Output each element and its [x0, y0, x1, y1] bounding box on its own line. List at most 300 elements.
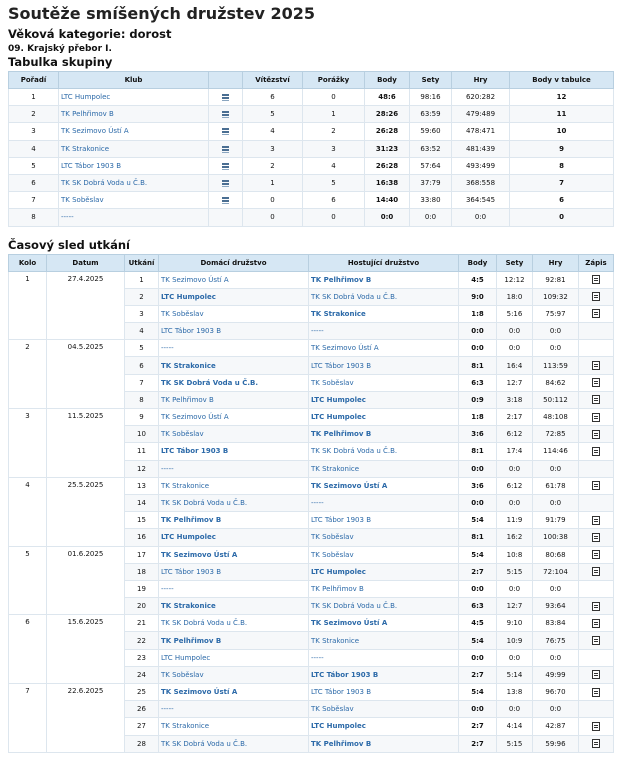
match-games: 84:62	[533, 374, 579, 391]
roster-cell	[209, 89, 243, 106]
match-number: 12	[125, 460, 159, 477]
col-header-table-points: Body v tabulce	[510, 72, 614, 89]
match-report-icon[interactable]	[592, 636, 600, 645]
home-team-link[interactable]: TK Pelhřimov B	[161, 516, 222, 525]
match-games: 0:0	[533, 323, 579, 340]
match-points: 9:0	[459, 288, 497, 305]
match-number: 2	[125, 288, 159, 305]
standing-points: 31:23	[365, 140, 410, 157]
match-report-icon[interactable]	[592, 447, 600, 456]
away-team-link[interactable]: TK Strakonice	[311, 636, 360, 645]
match-sets: 0:0	[497, 649, 533, 666]
match-number: 14	[125, 494, 159, 511]
home-team-cell	[159, 288, 309, 305]
home-team-link[interactable]: LTC Tábor 1903 B	[161, 567, 221, 576]
roster-cell	[209, 209, 243, 226]
col-header-report: Zápis	[579, 254, 614, 271]
away-team-link[interactable]: TK Pelhřimov B	[311, 739, 372, 748]
home-team-cell	[159, 666, 309, 683]
match-sets: 11:9	[497, 512, 533, 529]
match-report-icon[interactable]	[592, 516, 600, 525]
standing-wins: 2	[243, 157, 303, 174]
round-number: 2	[9, 340, 47, 409]
away-team-cell	[309, 598, 459, 615]
home-team-cell	[159, 323, 309, 340]
report-cell	[579, 512, 614, 529]
standing-wins: 3	[243, 140, 303, 157]
report-cell	[579, 288, 614, 305]
match-number: 5	[125, 340, 159, 357]
match-games: 93:64	[533, 598, 579, 615]
match-points: 0:0	[459, 580, 497, 597]
standing-sets: 57:64	[410, 157, 452, 174]
standing-position: 8	[9, 209, 59, 226]
match-points: 3:6	[459, 426, 497, 443]
team-roster-icon[interactable]	[221, 110, 230, 118]
match-points: 0:0	[459, 494, 497, 511]
away-team-cell	[309, 340, 459, 357]
away-team-link[interactable]: TK SK Dobrá Voda u Č.B.	[311, 292, 398, 301]
report-cell	[579, 684, 614, 701]
away-team-cell	[309, 271, 459, 288]
col-header-club: Klub	[59, 72, 209, 89]
report-cell	[579, 598, 614, 615]
match-games: 92:81	[533, 271, 579, 288]
club-link[interactable]: TK Sezimovo Ústí A	[61, 127, 129, 136]
report-cell	[579, 632, 614, 649]
match-report-icon[interactable]	[592, 739, 600, 748]
away-team-link[interactable]: TK Soběslav	[311, 533, 354, 542]
match-report-icon[interactable]	[592, 275, 600, 284]
home-team-cell	[159, 409, 309, 426]
standings-row	[9, 174, 614, 191]
home-team-link[interactable]: TK SK Dobrá Voda u Č.B.	[161, 739, 248, 748]
standing-losses: 6	[303, 192, 365, 209]
match-report-icon[interactable]	[592, 722, 600, 731]
match-report-icon[interactable]	[592, 395, 600, 404]
standing-losses: 0	[303, 209, 365, 226]
team-roster-icon[interactable]	[221, 162, 230, 170]
home-team-link: -----	[161, 344, 174, 353]
match-points: 8:1	[459, 529, 497, 546]
home-team-link[interactable]: LTC Humpolec	[161, 533, 216, 542]
home-team-cell	[159, 546, 309, 563]
match-report-icon[interactable]	[592, 481, 600, 490]
match-games: 61:78	[533, 477, 579, 494]
away-team-link[interactable]: TK Pelhřimov B	[311, 430, 372, 439]
match-report-icon[interactable]	[592, 619, 600, 628]
match-number: 16	[125, 529, 159, 546]
away-team-cell	[309, 546, 459, 563]
standing-club-cell	[59, 89, 209, 106]
club-link[interactable]: -----	[61, 213, 74, 222]
club-link[interactable]: TK Pelhřimov B	[61, 110, 114, 119]
home-team-cell	[159, 649, 309, 666]
match-report-icon[interactable]	[592, 688, 600, 697]
match-points: 0:0	[459, 340, 497, 357]
col-header-games: Hry	[452, 72, 510, 89]
standing-losses: 3	[303, 140, 365, 157]
home-team-link[interactable]: TK Sezimovo Ústí A	[161, 550, 238, 559]
match-games: 50:112	[533, 391, 579, 408]
home-team-link[interactable]: TK SK Dobrá Voda u Č.B.	[161, 619, 248, 628]
match-number: 4	[125, 323, 159, 340]
match-number: 15	[125, 512, 159, 529]
away-team-link[interactable]: TK Sezimovo Ústí A	[311, 344, 379, 353]
col-header-match: Utkání	[125, 254, 159, 271]
match-number: 24	[125, 666, 159, 683]
standing-losses: 1	[303, 106, 365, 123]
away-team-link[interactable]: TK Pelhřimov B	[311, 584, 364, 593]
round-number: 7	[9, 684, 47, 753]
home-team-link[interactable]: TK Soběslav	[161, 309, 204, 318]
standing-losses: 5	[303, 174, 365, 191]
roster-cell	[209, 157, 243, 174]
league-name: 09. Krajský přebor I.	[8, 44, 112, 54]
page-content	[8, 4, 613, 753]
club-link[interactable]: TK Strakonice	[61, 144, 110, 153]
home-team-link[interactable]: LTC Tábor 1903 B	[161, 447, 229, 456]
match-report-icon[interactable]	[592, 430, 600, 439]
match-points: 2:7	[459, 666, 497, 683]
standing-points: 26:28	[365, 123, 410, 140]
away-team-cell	[309, 684, 459, 701]
report-cell	[579, 649, 614, 666]
match-row	[9, 340, 614, 357]
away-team-cell	[309, 305, 459, 322]
home-team-cell	[159, 701, 309, 718]
report-cell	[579, 563, 614, 580]
home-team-link[interactable]: TK Pelhřimov B	[161, 636, 222, 645]
standing-games: 368:558	[452, 174, 510, 191]
home-team-link[interactable]: TK Strakonice	[161, 481, 210, 490]
col-header-match-sets: Sety	[497, 254, 533, 271]
team-roster-icon[interactable]	[221, 93, 230, 101]
team-roster-icon[interactable]	[221, 196, 230, 204]
standing-sets: 0:0	[410, 209, 452, 226]
club-link[interactable]: LTC Humpolec	[61, 93, 111, 102]
away-team-link[interactable]: LTC Humpolec	[311, 567, 366, 576]
home-team-link[interactable]: TK Strakonice	[161, 361, 216, 370]
match-sets: 5:16	[497, 305, 533, 322]
home-team-cell	[159, 477, 309, 494]
away-team-link[interactable]: TK SK Dobrá Voda u Č.B.	[311, 602, 398, 611]
round-date: 11.5.2025	[47, 409, 125, 478]
away-team-link[interactable]: TK SK Dobrá Voda u Č.B.	[311, 447, 398, 456]
match-sets: 16:4	[497, 357, 533, 374]
report-cell	[579, 718, 614, 735]
standing-wins: 5	[243, 106, 303, 123]
home-team-cell	[159, 494, 309, 511]
schedule-body	[9, 271, 614, 752]
away-team-cell	[309, 649, 459, 666]
standing-wins: 0	[243, 209, 303, 226]
away-team-link[interactable]: LTC Humpolec	[311, 395, 366, 404]
standing-table-points: 0	[510, 209, 614, 226]
standings-row	[9, 192, 614, 209]
match-sets: 3:18	[497, 391, 533, 408]
match-points: 0:0	[459, 649, 497, 666]
away-team-link[interactable]: LTC Tábor 1903 B	[311, 516, 371, 525]
match-report-icon[interactable]	[592, 550, 600, 559]
home-team-cell	[159, 684, 309, 701]
match-sets: 6:12	[497, 426, 533, 443]
match-report-icon[interactable]	[592, 361, 600, 370]
home-team-link: -----	[161, 705, 174, 714]
match-points: 0:0	[459, 460, 497, 477]
round-date: 15.6.2025	[47, 615, 125, 684]
match-row	[9, 271, 614, 288]
match-points: 8:1	[459, 443, 497, 460]
page-title: Soutěže smíšených družstev 2025	[8, 4, 316, 23]
match-points: 5:4	[459, 512, 497, 529]
col-header-losses: Porážky	[303, 72, 365, 89]
match-sets: 13:8	[497, 684, 533, 701]
home-team-link[interactable]: LTC Tábor 1903 B	[161, 327, 221, 336]
standing-table-points: 8	[510, 157, 614, 174]
report-cell	[579, 357, 614, 374]
report-cell	[579, 271, 614, 288]
match-report-icon[interactable]	[592, 533, 600, 542]
match-points: 8:1	[459, 357, 497, 374]
match-sets: 2:17	[497, 409, 533, 426]
col-header-match-points: Body	[459, 254, 497, 271]
match-games: 72:85	[533, 426, 579, 443]
report-cell	[579, 701, 614, 718]
home-team-link[interactable]: TK Sezimovo Ústí A	[161, 275, 229, 284]
standings-row	[9, 106, 614, 123]
standing-club-cell	[59, 174, 209, 191]
away-team-cell	[309, 477, 459, 494]
match-sets: 12:7	[497, 374, 533, 391]
match-points: 5:4	[459, 632, 497, 649]
match-points: 2:7	[459, 563, 497, 580]
age-category: Věková kategorie: dorost	[8, 27, 172, 41]
col-header-home-team: Domácí družstvo	[159, 254, 309, 271]
standing-table-points: 6	[510, 192, 614, 209]
home-team-cell	[159, 443, 309, 460]
roster-cell	[209, 106, 243, 123]
standing-position: 4	[9, 140, 59, 157]
match-games: 80:68	[533, 546, 579, 563]
standing-games: 481:439	[452, 140, 510, 157]
schedule-heading: Časový sled utkání	[8, 237, 130, 252]
away-team-cell	[309, 701, 459, 718]
club-link[interactable]: TK SK Dobrá Voda u Č.B.	[61, 179, 148, 188]
roster-cell	[209, 192, 243, 209]
away-team-link[interactable]: TK Strakonice	[311, 309, 366, 318]
away-team-link[interactable]: TK Sezimovo Ústí A	[311, 619, 388, 628]
home-team-link[interactable]: TK SK Dobrá Voda u Č.B.	[161, 378, 259, 387]
home-team-link[interactable]: TK Strakonice	[161, 602, 216, 611]
report-cell	[579, 735, 614, 752]
home-team-cell	[159, 563, 309, 580]
match-sets: 6:12	[497, 477, 533, 494]
match-sets: 16:2	[497, 529, 533, 546]
standing-losses: 0	[303, 89, 365, 106]
standing-games: 493:499	[452, 157, 510, 174]
away-team-cell	[309, 443, 459, 460]
standing-position: 3	[9, 123, 59, 140]
away-team-cell	[309, 512, 459, 529]
match-number: 10	[125, 426, 159, 443]
away-team-link: -----	[311, 327, 324, 336]
away-team-link[interactable]: LTC Tábor 1903 B	[311, 670, 379, 679]
away-team-cell	[309, 563, 459, 580]
standing-games: 364:545	[452, 192, 510, 209]
standing-points: 28:26	[365, 106, 410, 123]
match-sets: 0:0	[497, 580, 533, 597]
home-team-cell	[159, 580, 309, 597]
standing-sets: 63:59	[410, 106, 452, 123]
standings-header-row	[9, 72, 614, 89]
away-team-link[interactable]: LTC Humpolec	[311, 722, 366, 731]
standings-row	[9, 140, 614, 157]
match-sets: 0:0	[497, 323, 533, 340]
away-team-cell	[309, 735, 459, 752]
home-team-cell	[159, 512, 309, 529]
away-team-cell	[309, 580, 459, 597]
away-team-link[interactable]: LTC Tábor 1903 B	[311, 688, 371, 697]
standing-club-cell	[59, 140, 209, 157]
match-number: 6	[125, 357, 159, 374]
away-team-cell	[309, 426, 459, 443]
away-team-cell	[309, 357, 459, 374]
roster-cell	[209, 140, 243, 157]
home-team-cell	[159, 718, 309, 735]
home-team-link[interactable]: TK SK Dobrá Voda u Č.B.	[161, 499, 248, 508]
match-points: 0:0	[459, 323, 497, 340]
round-number: 5	[9, 546, 47, 615]
match-games: 72:104	[533, 563, 579, 580]
standing-points: 48:6	[365, 89, 410, 106]
match-report-icon[interactable]	[592, 292, 600, 301]
match-points: 4:5	[459, 615, 497, 632]
away-team-link[interactable]: TK Sezimovo Ústí A	[311, 481, 388, 490]
standing-table-points: 7	[510, 174, 614, 191]
match-points: 1:8	[459, 409, 497, 426]
standing-position: 2	[9, 106, 59, 123]
report-cell	[579, 323, 614, 340]
club-link[interactable]: LTC Tábor 1903 B	[61, 161, 121, 170]
match-report-icon[interactable]	[592, 670, 600, 679]
col-header-roster	[209, 72, 243, 89]
match-number: 22	[125, 632, 159, 649]
away-team-link[interactable]: TK Soběslav	[311, 705, 354, 714]
club-link[interactable]: TK Soběslav	[61, 196, 104, 205]
match-row	[9, 546, 614, 563]
standing-table-points: 10	[510, 123, 614, 140]
home-team-link[interactable]: LTC Humpolec	[161, 653, 211, 662]
away-team-link[interactable]: LTC Humpolec	[311, 413, 366, 422]
standing-table-points: 9	[510, 140, 614, 157]
team-roster-icon[interactable]	[221, 127, 230, 135]
away-team-link[interactable]: TK Soběslav	[311, 550, 354, 559]
away-team-link[interactable]: TK Soběslav	[311, 378, 354, 387]
match-sets: 9:10	[497, 615, 533, 632]
standing-wins: 0	[243, 192, 303, 209]
away-team-link[interactable]: TK Strakonice	[311, 464, 360, 473]
standing-sets: 37:79	[410, 174, 452, 191]
match-points: 2:7	[459, 735, 497, 752]
report-cell	[579, 340, 614, 357]
home-team-link[interactable]: TK Soběslav	[161, 430, 204, 439]
match-report-icon[interactable]	[592, 567, 600, 576]
report-cell	[579, 546, 614, 563]
match-games: 100:38	[533, 529, 579, 546]
home-team-link[interactable]: TK Sezimovo Ústí A	[161, 413, 229, 422]
home-team-link[interactable]: TK Strakonice	[161, 722, 210, 731]
match-sets: 4:14	[497, 718, 533, 735]
schedule-table	[8, 254, 614, 753]
home-team-cell	[159, 598, 309, 615]
match-sets: 5:15	[497, 563, 533, 580]
roster-cell	[209, 123, 243, 140]
col-header-points: Body	[365, 72, 410, 89]
match-number: 7	[125, 374, 159, 391]
away-team-link[interactable]: LTC Tábor 1903 B	[311, 361, 371, 370]
col-header-away-team: Hostující družstvo	[309, 254, 459, 271]
standings-table	[8, 71, 614, 227]
match-number: 9	[125, 409, 159, 426]
col-header-date: Datum	[47, 254, 125, 271]
round-date: 25.5.2025	[47, 477, 125, 546]
match-number: 17	[125, 546, 159, 563]
col-header-wins: Vítězství	[243, 72, 303, 89]
standings-row	[9, 157, 614, 174]
team-roster-icon[interactable]	[221, 179, 230, 187]
home-team-link[interactable]: TK Soběslav	[161, 670, 204, 679]
schedule-header-row	[9, 254, 614, 271]
standing-position: 7	[9, 192, 59, 209]
home-team-link: -----	[161, 464, 174, 473]
match-report-icon[interactable]	[592, 309, 600, 318]
home-team-cell	[159, 460, 309, 477]
home-team-link[interactable]: LTC Humpolec	[161, 292, 216, 301]
match-report-icon[interactable]	[592, 378, 600, 387]
home-team-link[interactable]: TK Sezimovo Ústí A	[161, 688, 238, 697]
home-team-cell	[159, 340, 309, 357]
match-points: 4:5	[459, 271, 497, 288]
team-roster-icon[interactable]	[221, 145, 230, 153]
home-team-cell	[159, 271, 309, 288]
home-team-cell	[159, 391, 309, 408]
standing-games: 478:471	[452, 123, 510, 140]
match-number: 19	[125, 580, 159, 597]
standing-points: 16:38	[365, 174, 410, 191]
match-games: 0:0	[533, 494, 579, 511]
standing-club-cell	[59, 123, 209, 140]
away-team-cell	[309, 391, 459, 408]
match-games: 0:0	[533, 701, 579, 718]
match-row	[9, 409, 614, 426]
match-sets: 5:14	[497, 666, 533, 683]
match-report-icon[interactable]	[592, 413, 600, 422]
standing-sets: 98:16	[410, 89, 452, 106]
match-sets: 12:12	[497, 271, 533, 288]
match-number: 1	[125, 271, 159, 288]
standings-body	[9, 89, 614, 227]
standing-position: 1	[9, 89, 59, 106]
away-team-cell	[309, 460, 459, 477]
home-team-link[interactable]: TK Pelhřimov B	[161, 395, 214, 404]
match-report-icon[interactable]	[592, 602, 600, 611]
match-sets: 12:7	[497, 598, 533, 615]
report-cell	[579, 666, 614, 683]
match-games: 48:108	[533, 409, 579, 426]
match-number: 11	[125, 443, 159, 460]
away-team-link[interactable]: TK Pelhřimov B	[311, 275, 372, 284]
